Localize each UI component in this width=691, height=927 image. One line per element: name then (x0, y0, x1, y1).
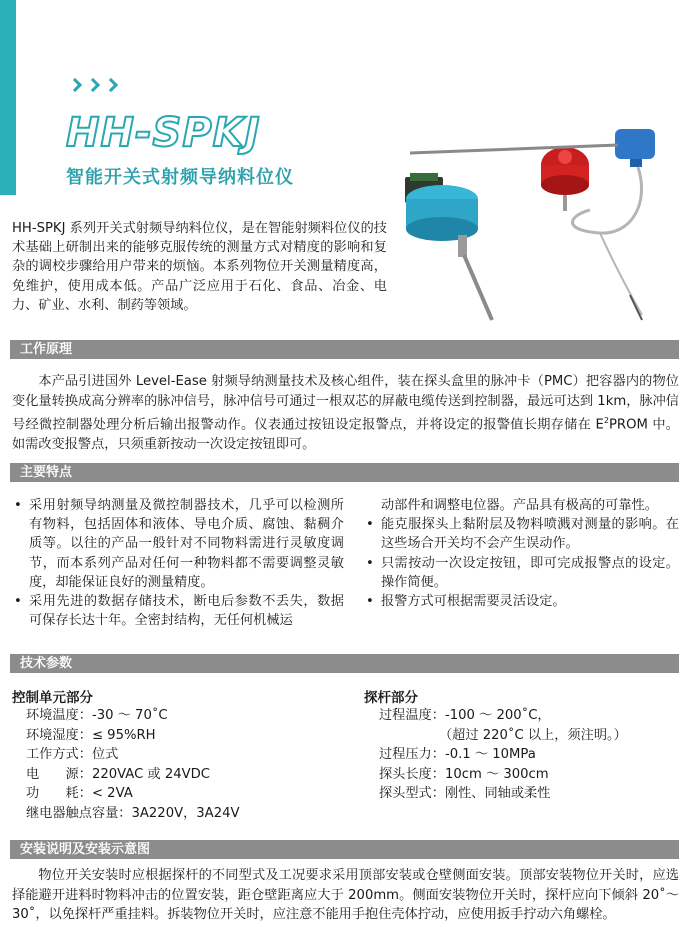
section-title-principle: 工作原理 (10, 340, 679, 359)
spec-row: 功 耗： < 2VA (26, 786, 133, 801)
product-subtitle: 智能开关式射频导纳料位仪 (66, 167, 294, 188)
section-title-install: 安装说明及安装示意图 (10, 840, 679, 859)
probe-specs (379, 706, 627, 804)
control-unit-specs (26, 706, 240, 823)
spec-row: 电 源： 220VAC 或 24VDC (26, 766, 211, 782)
feature-item: • 报警方式可根据需要灵活设定。 (366, 594, 566, 610)
section-title-features: 主要特点 (10, 463, 679, 482)
install-paragraph: 物位开关安装时应根据探杆的不同型式及工况要求采用顶部安装或仓壁侧面安装。顶部安装物位开关时，应选择能避开进料时物料冲击的位置安装，距仓壁距离应大于 200mm。侧面安装物位开关时，探杆应向下倾斜 20˚～30˚，以免探杆严重挂料。拆装物位开关时，应注意不能用手抱住壳体拧动，应使用扳手拧动六角螺栓。 (12, 868, 679, 922)
spec-row: 探头长度： 10cm ～ 300cm (379, 766, 549, 782)
spec-row: 环境湿度： ≤ 95%RH (26, 727, 156, 743)
features-right-column (364, 496, 679, 611)
section-title-specs: 技术参数 (10, 654, 679, 673)
feature-item: • 只需按动一次设定按钮，即可完成报警点的设定。操作简便。 (366, 555, 679, 590)
feature-continuation: 动部件和调整电位器。产品具有极高的可靠性。 (381, 498, 658, 513)
spec-row: 工作方式： 位式 (26, 747, 119, 762)
spec-row: 过程压力： -0.1 ～ 10MPa (379, 747, 536, 762)
model-title: HH-SPKJ (66, 110, 261, 156)
spec-row: 过程温度： -100 ～ 200˚C， (379, 708, 551, 723)
features-left-column (12, 496, 344, 630)
probe-title: 探杆部分 (364, 690, 418, 706)
feature-item: • 能克服探头上黏附层及物料喷溅对测量的影响。在这些场合开关均不会产生误动作。 (366, 517, 679, 552)
spec-row: 环境温度： -30 ～ 70˚C (26, 708, 168, 723)
accent-bar (0, 0, 16, 195)
feature-item: • 采用先进的数据存储技术，断电后参数不丢失，数据可保存长达十年。全密封结构，无任何机械运 (14, 594, 344, 629)
control-unit-title: 控制单元部分 (12, 690, 93, 706)
feature-item: • 采用射频导纳测量及微控制器技术，几乎可以检测所有物料，包括固体和液体、导电介质、腐蚀、黏稠介质等。以往的产品一般针对不同物料需进行灵敏度调节，而本系列产品对任何一种物料都不需要调整灵敏度，却能保证良好的测量精度。 (14, 498, 344, 590)
spec-row: 继电器触点容量： 3A220V，3A24V (26, 805, 240, 821)
product-photo (380, 115, 680, 325)
intro-paragraph: HH-SPKJ 系列开关式射频导纳料位仪，是在智能射频料位仪的技术基础上研制出来的能够克服传统的测量方式对精度的影响和复杂的调校步骤给用户带来的烦恼。本系列物位开关测量精度高，免维护，使用成本低。产品广泛应用于石化、食品、冶金、电力、矿业、水利、制药等领域。 (12, 221, 387, 313)
chevron-right-icon (70, 80, 122, 90)
spec-row: 探头型式： 刚性、同轴或柔性 (379, 786, 551, 801)
spec-row: （超过 220˚C 以上，须注明。） (439, 727, 627, 743)
principle-paragraph: 本产品引进国外 Level-Ease 射频导纳测量技术及核心组件，装在探头盒里的脉冲卡（PMC）把容器内的物位变化量转换成高分辨率的脉冲信号，脉冲信号可通过一根双芯的屏蔽电缆传送到控制器，最远可达到 1km，脉冲信号经微控制器处理分析后输出报警动作。仪表通过按钮设定报警点，并将设定的报警值长期存储在 $E^2PROM$ 中。如需改变报警点，只须重新按动一次设定按钮即可。 (12, 374, 679, 452)
